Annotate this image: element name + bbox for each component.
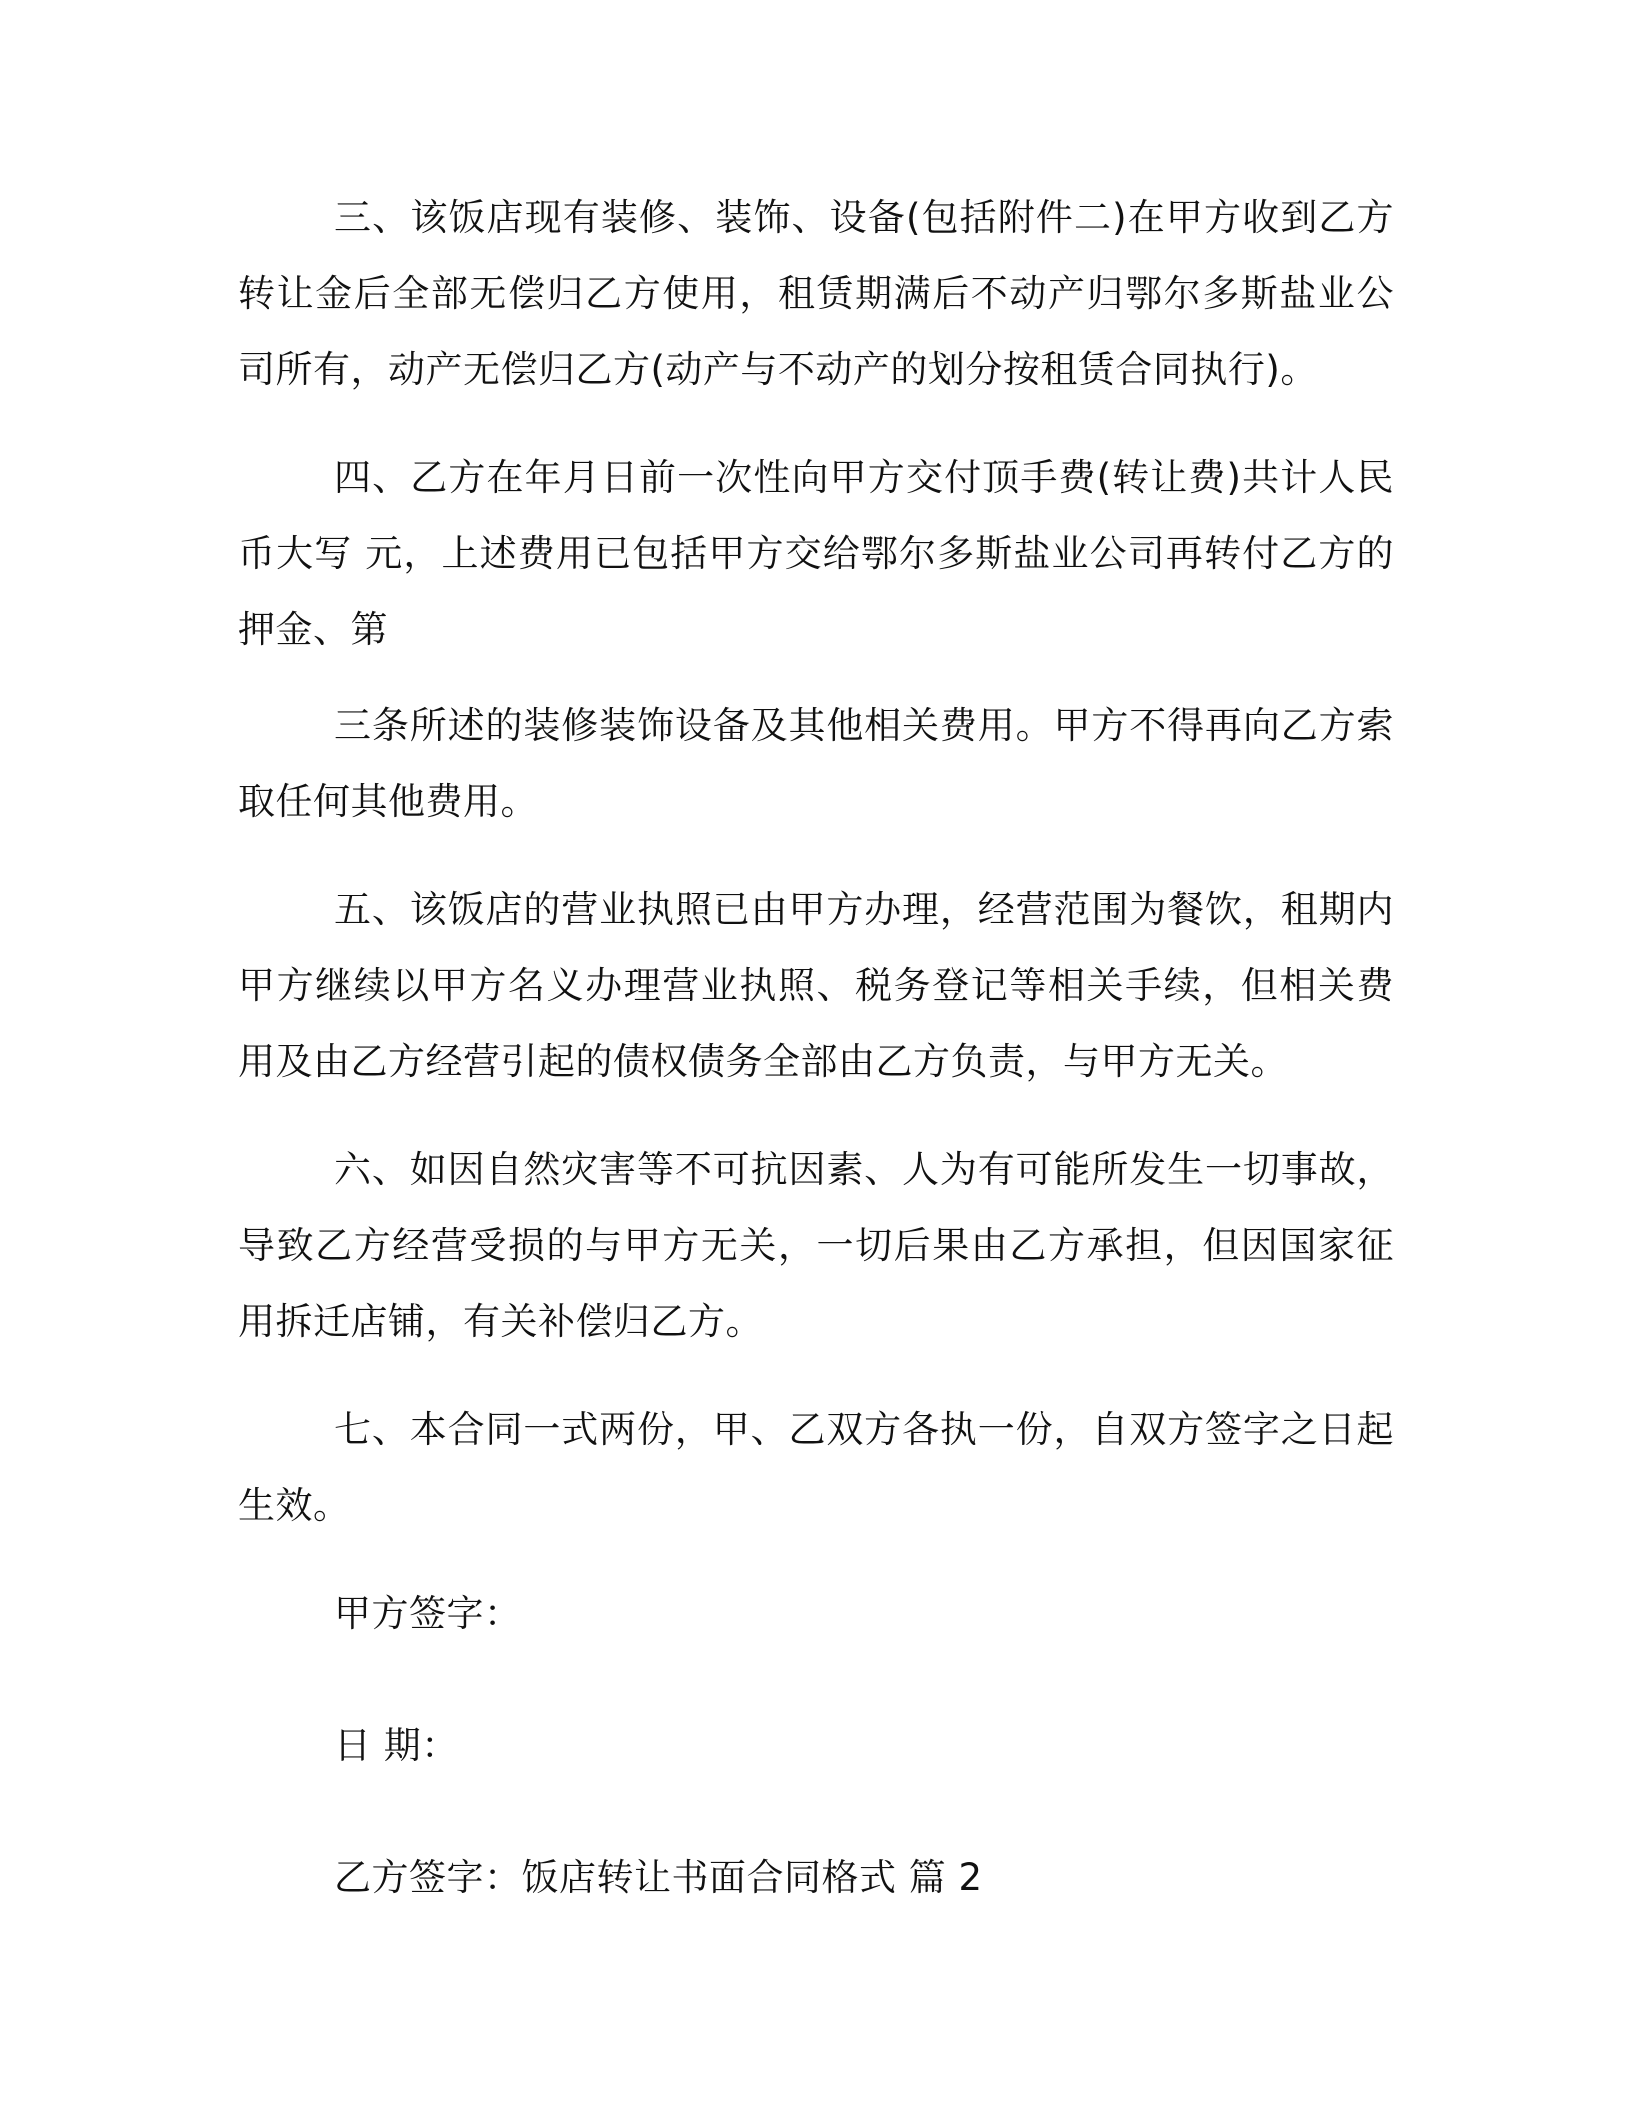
clause-4: 四、乙方在年月日前一次性向甲方交付顶手费(转让费)共计人民币大写 元，上述费用已包括甲方交给鄂尔多斯盐业公司再转付乙方的押金、第 (238, 456, 1394, 651)
clause-7: 七、本合同一式两份，甲、乙双方各执一份，自双方签字之日起生效。 (238, 1408, 1394, 1527)
signature-date: 日 期： (334, 1724, 459, 1767)
clause-4-continued: 三条所述的装修装饰设备及其他相关费用。甲方不得再向乙方索取任何其他费用。 (238, 704, 1394, 823)
clause-6: 六、如因自然灾害等不可抗因素、人为有可能所发生一切事故，导致乙方经营受损的与甲方无关，一切后果由乙方承担，但因国家征用拆迁店铺，有关补偿归乙方。 (238, 1148, 1394, 1343)
document-body (238, 180, 1394, 1972)
party-a-signature: 甲方签字： (334, 1592, 522, 1635)
party-b-signature: 乙方签字：饭店转让书面合同格式 篇 2 (334, 1856, 983, 1899)
clause-3: 三、该饭店现有装修、装饰、设备(包括附件二)在甲方收到乙方转让金后全部无偿归乙方使用，租赁期满后不动产归鄂尔多斯盐业公司所有，动产无偿归乙方(动产与不动产的划分按租赁合同执行)。 (238, 196, 1394, 391)
clause-5: 五、该饭店的营业执照已由甲方办理，经营范围为餐饮，租期内甲方继续以甲方名义办理营业执照、税务登记等相关手续，但相关费用及由乙方经营引起的债权债务全部由乙方负责，与甲方无关。 (238, 888, 1394, 1083)
